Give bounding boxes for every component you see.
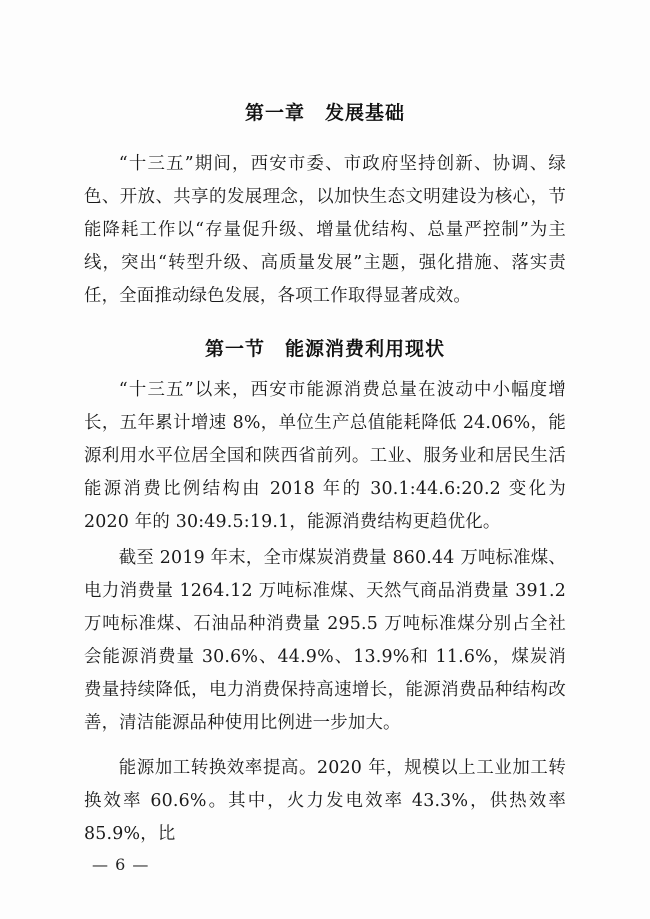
chapter-title: 第一章 发展基础: [244, 102, 405, 124]
page-number: — 6 —: [92, 855, 150, 874]
body-paragraph: 截至 2019 年末，全市煤炭消费量 860.44 万吨标准煤、电力消费量 1264.12 万吨标准煤、天然气商品消费量 391.2 万吨标准煤、石油品种消费量 295.5 万吨标准煤分别占全社会能源消费量 30.6%、44.9%、13.9%和 11.6%，煤炭消费量持续降低，电力消费保持高速增长，能源消费品种结构改善，清洁能源品种使用比例进一步加大。: [84, 548, 566, 733]
section-title: 第一节 能源消费利用现状: [204, 338, 445, 360]
body-paragraph: 能源加工转换效率提高。2020 年，规模以上工业加工转换效率 60.6%。其中，火力发电效率 43.3%，供热效率 85.9%，比: [84, 758, 566, 844]
chapter-intro-paragraph: “十三五”期间，西安市委、市政府坚持创新、协调、绿色、开放、共享的发展理念，以加快生态文明建设为核心，节能降耗工作以“存量促升级、增量优结构、总量严控制”为主线，突出“转型升级、高质量发展”主题，强化措施、落实责任，全面推动绿色发展，各项工作取得显著成效。: [84, 154, 566, 306]
body-paragraph: “十三五”以来，西安市能源消费总量在波动中小幅度增长，五年累计增速 8%，单位生产总值能耗降低 24.06%，能源利用水平位居全国和陕西省前列。工业、服务业和居民生活能源消费比例结构由 2018 年的 30.1:44.6:20.2 变化为 2020 年的 30:49.5:19.1，能源消费结构更趋优化。: [84, 380, 566, 532]
